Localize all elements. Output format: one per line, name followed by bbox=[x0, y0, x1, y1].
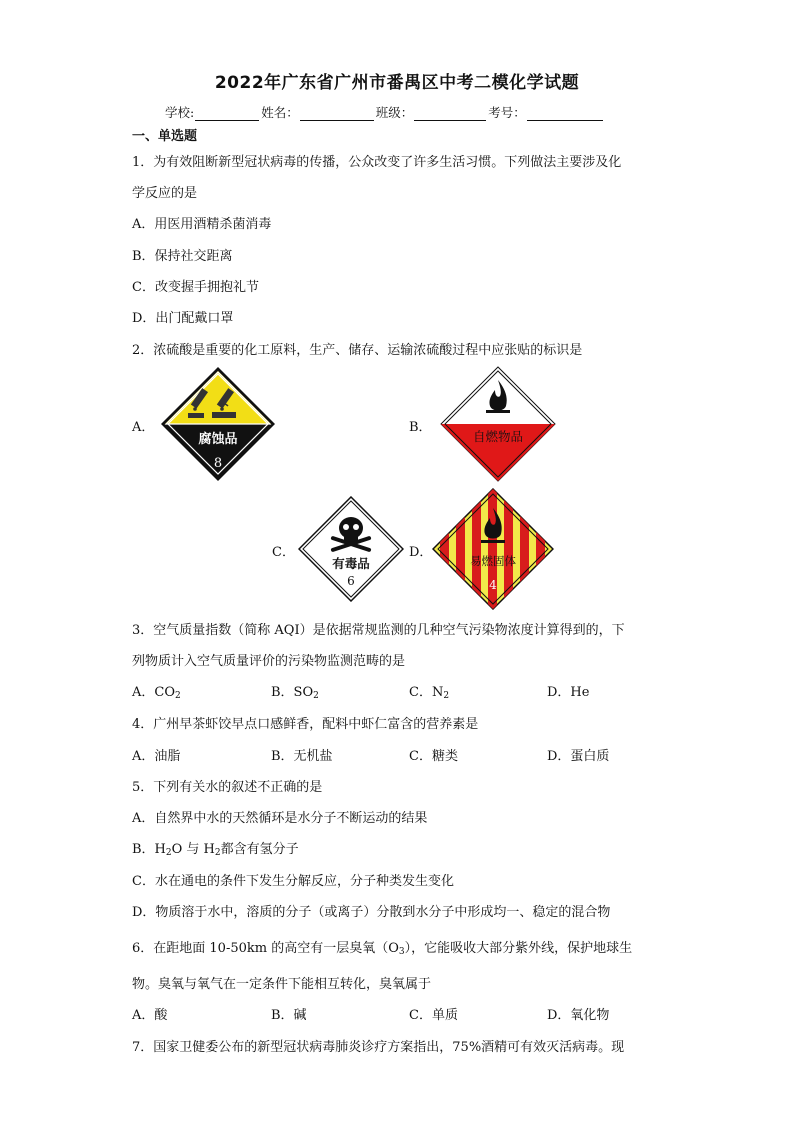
q1-option-b: B．保持社交距离 bbox=[132, 249, 233, 264]
q5-option-b: B．$H_2O$ 与 $H_2$都含有氢分子 bbox=[132, 842, 299, 858]
q6-stem-line2: 物。臭氧与氧气在一定条件下能相互转化，臭氧属于 bbox=[132, 977, 432, 992]
q3-option-a: A．$CO_2$ bbox=[132, 685, 181, 701]
section-heading: 一、单选题 bbox=[132, 129, 198, 144]
exam-no-label: 考号： bbox=[488, 105, 526, 120]
q6-option-d: D．氧化物 bbox=[547, 1008, 610, 1023]
q2-stem: 2．浓硫酸是重要的化工原料，生产、储存、运输浓硫酸过程中应张贴的标识是 bbox=[132, 343, 583, 358]
q5-option-a: A．自然界中水的天然循环是水分子不断运动的结果 bbox=[132, 811, 428, 826]
class-label: 班级： bbox=[375, 105, 414, 120]
class-blank[interactable] bbox=[414, 108, 486, 121]
page-title: 2022年广东省广州市番禺区中考二模化学试题 bbox=[214, 73, 580, 93]
toxic-sign-text: 有毒品 bbox=[332, 556, 370, 571]
q4-option-d: D．蛋白质 bbox=[547, 749, 610, 764]
q3-option-c: C．$N_2$ bbox=[409, 685, 450, 701]
q4-option-c: C．糖类 bbox=[409, 749, 458, 764]
q2-option-a-label: A． bbox=[132, 420, 155, 435]
q5-stem: 5．下列有关水的叙述不正确的是 bbox=[132, 780, 323, 795]
q2-option-d-label: D． bbox=[409, 545, 433, 560]
q6-option-a: A．酸 bbox=[132, 1008, 168, 1023]
flammable-solid-sign bbox=[432, 488, 554, 610]
name-label: 姓名： bbox=[261, 105, 299, 120]
corrosive-sign bbox=[160, 366, 276, 482]
q3-option-b: B．$SO_2$ bbox=[271, 685, 319, 701]
q1-option-c: C．改变握手拥抱礼节 bbox=[132, 280, 259, 295]
q3-option-d: D．He bbox=[547, 685, 590, 700]
toxic-sign-number: 6 bbox=[347, 574, 355, 588]
q4-option-a: A．油脂 bbox=[132, 749, 181, 764]
q7-stem-line1: 7．国家卫健委公布的新型冠状病毒肺炎诊疗方案指出，75%酒精可有效灭活病毒。现 bbox=[132, 1040, 625, 1055]
q1-option-a: A．用医用酒精杀菌消毒 bbox=[132, 217, 272, 232]
flammable-sign-text: 易燃固体 bbox=[470, 554, 516, 568]
flammable-sign-number: 4 bbox=[489, 578, 497, 592]
q3-stem-line2: 列物质计入空气质量评价的污染物监测范畴的是 bbox=[132, 654, 406, 669]
q6-option-b: B．碱 bbox=[271, 1008, 307, 1023]
student-info-line bbox=[165, 103, 605, 121]
q2-option-c-label: C． bbox=[272, 545, 295, 560]
exam-no-blank[interactable] bbox=[527, 108, 603, 121]
spontaneous-combustion-sign bbox=[440, 366, 556, 482]
corrosive-sign-text: 腐蚀品 bbox=[198, 432, 238, 447]
school-blank[interactable] bbox=[195, 108, 259, 121]
q1-option-d: D．出门配戴口罩 bbox=[132, 311, 234, 326]
school-label: 学校: bbox=[165, 105, 195, 120]
q6-option-c: C．单质 bbox=[409, 1008, 458, 1023]
q3-stem-line1: 3．空气质量指数（简称 AQI）是依据常规监测的几种空气污染物浓度计算得到的，下 bbox=[132, 623, 625, 638]
q6-stem-line1: 6．在距地面 10-50km 的高空有一层臭氧$(O_3)$，它能吸收大部分紫外线，保护地球生 bbox=[132, 941, 633, 957]
q4-option-b: B．无机盐 bbox=[271, 749, 333, 764]
q5-option-c: C．水在通电的条件下发生分解反应，分子种类发生变化 bbox=[132, 874, 454, 889]
name-blank[interactable] bbox=[300, 108, 374, 121]
q2-option-b-label: B． bbox=[409, 420, 432, 435]
q1-stem-line1: 1．为有效阻断新型冠状病毒的传播，公众改变了许多生活习惯。下列做法主要涉及化 bbox=[132, 155, 622, 170]
corrosive-sign-number: 8 bbox=[213, 456, 223, 471]
q1-stem-line2: 学反应的是 bbox=[132, 186, 198, 201]
q4-stem: 4．广州早茶虾饺早点口感鲜香，配料中虾仁富含的营养素是 bbox=[132, 717, 479, 732]
q5-option-d: D．物质溶于水中，溶质的分子（或离子）分散到水分子中形成均一、稳定的混合物 bbox=[132, 905, 611, 920]
spontaneous-sign-text: 自燃物品 bbox=[472, 429, 524, 444]
toxic-sign bbox=[298, 496, 404, 602]
